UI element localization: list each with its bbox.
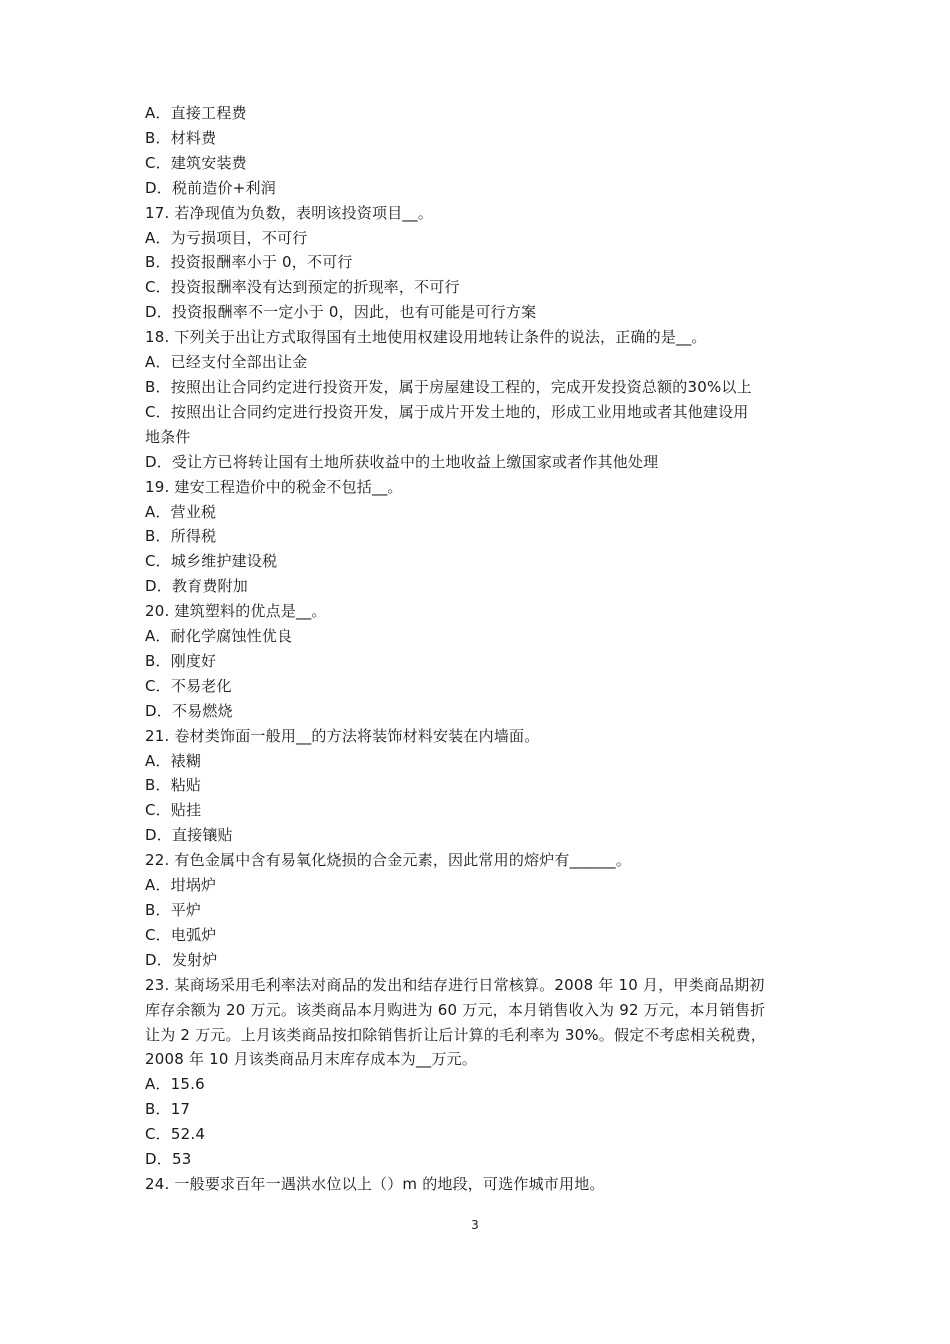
text-line: D．不易燃烧 <box>145 701 233 720</box>
text-line: D．投资报酬率不一定小于 0，因此，也有可能是可行方案 <box>145 303 537 322</box>
text-line: B．粘贴 <box>145 776 202 795</box>
question-line: 18. 下列关于出让方式取得国有土地使用权建设用地转让条件的说法，正确的是__。 <box>145 328 707 347</box>
question-line: 22. 有色金属中含有易氧化烧损的合金元素，因此常用的熔炉有______。 <box>145 851 632 870</box>
text-line: C．电弧炉 <box>145 925 217 944</box>
text-line: D．直接镶贴 <box>145 826 233 845</box>
text-line: A．已经支付全部出让金 <box>145 353 308 372</box>
document-body <box>145 101 815 1197</box>
text-line: A．直接工程费 <box>145 104 247 122</box>
question-line: 20. 建筑塑料的优点是__。 <box>145 602 327 621</box>
text-line: D．教育费附加 <box>145 577 248 596</box>
text-line: 地条件 <box>145 427 191 446</box>
text-line: B．投资报酬率小于 0，不可行 <box>145 253 353 272</box>
text-line: C．建筑安装费 <box>145 153 247 172</box>
question-line: 21. 卷材类饰面一般用__的方法将装饰材料安装在内墙面。 <box>145 726 540 745</box>
text-line: D．发射炉 <box>145 950 218 969</box>
text-line: B．所得税 <box>145 527 217 546</box>
text-line: D．受让方已将转让国有土地所获收益中的土地收益上缴国家或者作其他处理 <box>145 452 659 471</box>
text-line: B．材料费 <box>145 128 217 147</box>
text-line: B．17 <box>145 1100 191 1119</box>
text-line: D．53 <box>145 1150 192 1169</box>
text-line: D．税前造价+利润 <box>145 178 276 197</box>
text-line: A．营业税 <box>145 502 217 521</box>
question-line: 19. 建安工程造价中的税金不包括__。 <box>145 477 403 496</box>
question-line: 23. 某商场采用毛利率法对商品的发出和结存进行日常核算。2008 年 10 月，甲类商品期初 <box>145 975 765 994</box>
question-line: 24. 一般要求百年一遇洪水位以上（）m 的地段，可选作城市用地。 <box>145 1174 605 1193</box>
text-line: A．坩埚炉 <box>145 876 217 895</box>
page-number: 3 <box>471 1218 479 1232</box>
text-line: 库存余额为 20 万元。该类商品本月购进为 60 万元，本月销售收入为 92 万元，本月销售折 <box>145 1000 766 1019</box>
text-line: C．投资报酬率没有达到预定的折现率，不可行 <box>145 278 460 297</box>
text-line: B．刚度好 <box>145 651 217 670</box>
text-line: A．耐化学腐蚀性优良 <box>145 627 293 646</box>
text-line: C．52.4 <box>145 1125 206 1144</box>
text-line: A．为亏损项目，不可行 <box>145 228 308 247</box>
text-line: C．城乡维护建设税 <box>145 552 278 571</box>
text-line: C．不易老化 <box>145 676 232 695</box>
question-line: 17. 若净现值为负数，表明该投资项目__。 <box>145 203 434 222</box>
text-line: C．贴挂 <box>145 801 202 820</box>
text-line: B．按照出让合同约定进行投资开发，属于房屋建设工程的，完成开发投资总额的30%以上 <box>145 377 752 396</box>
text-line: 让为 2 万元。上月该类商品按扣除销售折让后计算的毛利率为 30%。假定不考虑相关税费， <box>145 1025 766 1044</box>
text-line: A．裱糊 <box>145 751 202 770</box>
text-line: B．平炉 <box>145 901 202 919</box>
text-line: A．15.6 <box>145 1075 205 1094</box>
text-line: 2008 年 10 月该类商品月末库存成本为__万元。 <box>145 1050 477 1069</box>
text-line: C．按照出让合同约定进行投资开发，属于成片开发土地的，形成工业用地或者其他建设用 <box>145 402 749 421</box>
